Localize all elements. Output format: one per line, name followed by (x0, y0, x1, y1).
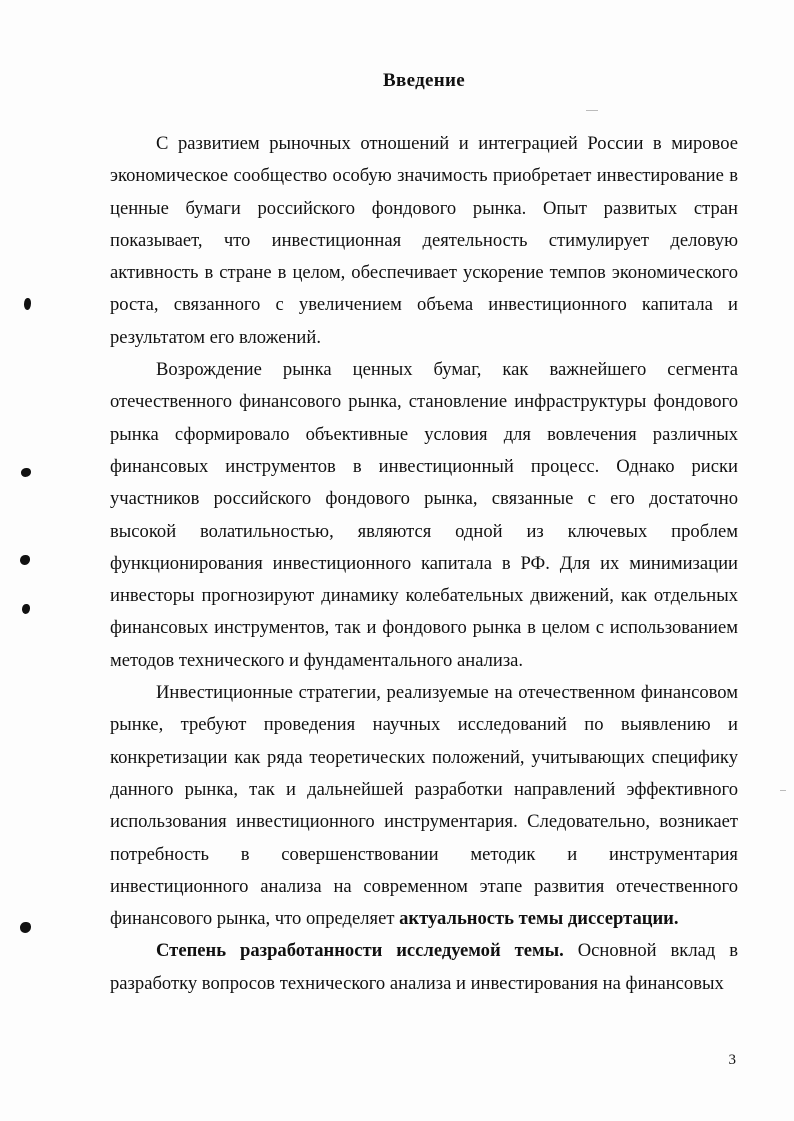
scan-mark-2 (780, 790, 786, 791)
body-text (110, 128, 738, 1000)
scan-mark-1 (586, 110, 598, 111)
paragraph-3 (110, 677, 738, 935)
development-degree-heading: Степень разработанности исследуемой темы. (156, 940, 564, 962)
page-title: Введение (383, 70, 465, 91)
paragraph-4-text: Основной вклад в разработку вопросов технического анализа и инвестирования на финансовых (110, 940, 738, 994)
paragraph-3-text: Инвестиционные стратегии, реализуемые на отечественном финансовом рынке, требуют проведения научных исследований по выявлению и конкретизации как ряда теоретических положений, учитывающих специфику данного рынка, так и дальнейшей разработки направлений эффективного использования инвестиционного инструментария. Следовательно, возникает потребность в совершенствовании методик и инструментария инвестиционного анализа на современном этапе развития отечественного финансового рынка, что определяет (110, 682, 738, 930)
relevance-heading: актуальность темы диссертации. (399, 908, 679, 930)
scan-speck-4 (22, 604, 30, 614)
scan-speck-3 (20, 555, 30, 565)
scan-speck-5 (20, 922, 31, 933)
scan-speck-2 (21, 468, 31, 477)
paragraph-1: С развитием рыночных отношений и интеграцией России в мировое экономическое сообщество особую значимость приобретает инвестирование в ценные бумаги российского фондового рынка. Опыт развитых стран показывает, что инвестиционная деятельность стимулирует деловую активность в стране в целом, обеспечивает ускорение темпов экономического роста, связанного с увеличением объема инвестиционного капитала и результатом его вложений. (110, 133, 738, 348)
scan-speck-1 (24, 298, 31, 310)
paragraph-4 (110, 935, 738, 1000)
paragraph-2: Возрождение рынка ценных бумаг, как важнейшего сегмента отечественного финансового рынка, становление инфраструктуры фондового рынка сформировало объективные условия для вовлечения различных финансовых инструментов в инвестиционный процесс. Однако риски участников российского фондового рынка, связанные с его достаточно высокой волатильностью, являются одной из ключевых проблем функционирования инвестиционного капитала в РФ. Для их минимизации инвесторы прогнозируют динамику колебательных движений, как отдельных финансовых инструментов, так и фондового рынка в целом с использованием методов технического и фундаментального анализа. (110, 359, 738, 671)
page-number: 3 (728, 1052, 736, 1068)
